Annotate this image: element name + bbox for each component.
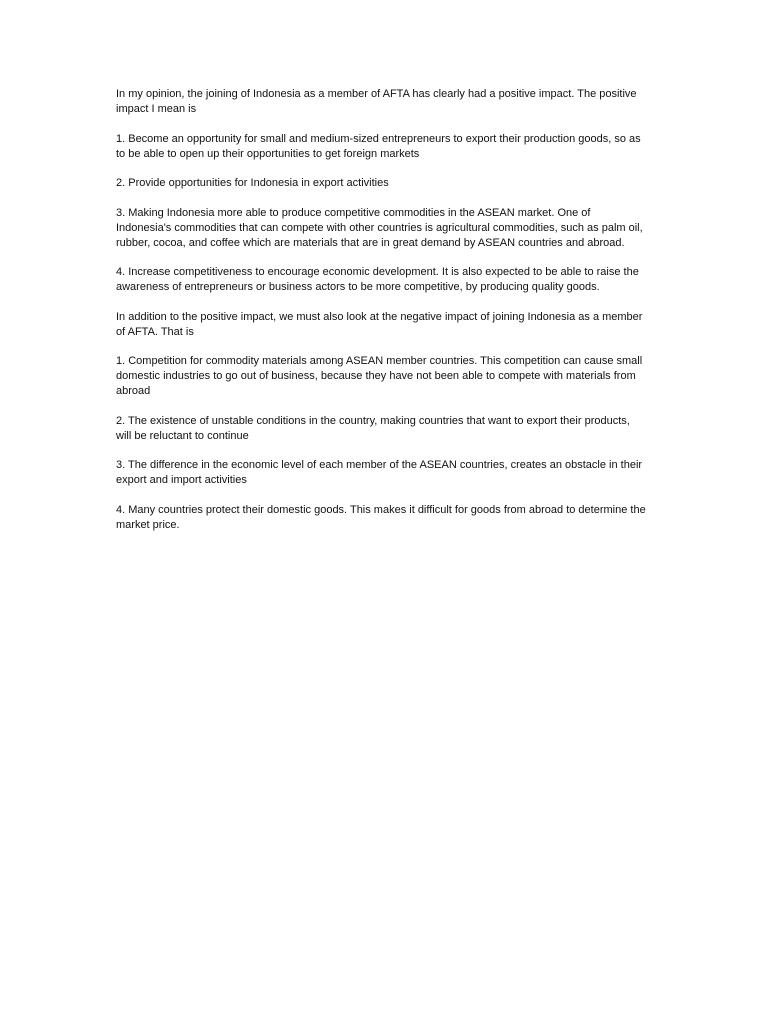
paragraph-positive-2: 2. Provide opportunities for Indonesia in export activities bbox=[116, 177, 389, 189]
paragraph-negative-1: 1. Competition for commodity materials among ASEAN member countries. This competition can cause small domestic industries to go out of business, because they have not been able to compete with materials from abroad bbox=[116, 355, 643, 397]
paragraph-positive-1: 1. Become an opportunity for small and medium-sized entrepreneurs to export their production goods, so as to be able to open up their opportunities to get foreign markets bbox=[116, 132, 641, 160]
paragraph-negative-4: 4. Many countries protect their domestic goods. This makes it difficult for goods from abroad to determine the market price. bbox=[116, 503, 646, 531]
paragraph-positive-3: 3. Making Indonesia more able to produce competitive commodities in the ASEAN market. One of Indonesia's commodities that can compete with other countries is agricultural commodities, such as palm oil, rubber, cocoa, and coffee which are materials that are in great demand by ASEAN countries and abroad. bbox=[116, 206, 643, 249]
paragraph-negative-3: 3. The difference in the economic level of each member of the ASEAN countries, creates an obstacle in their export and import activities bbox=[116, 459, 643, 486]
paragraph-negative-intro: In addition to the positive impact, we must also look at the negative impact of joining Indonesia as a member of AFTA. That is bbox=[116, 310, 643, 338]
paragraph-intro: In my opinion, the joining of Indonesia as a member of AFTA has clearly had a positive impact. The positive impact I mean is bbox=[116, 88, 637, 115]
paragraph-negative-2: 2. The existence of unstable conditions in the country, making countries that want to export their products, will be reluctant to continue bbox=[116, 414, 630, 442]
paragraph-positive-4: 4. Increase competitiveness to encourage economic development. It is also expected to be able to raise the awareness of entrepreneurs or business actors to be more competitive, by producing quality goods. bbox=[116, 266, 639, 293]
document-body bbox=[116, 87, 646, 547]
